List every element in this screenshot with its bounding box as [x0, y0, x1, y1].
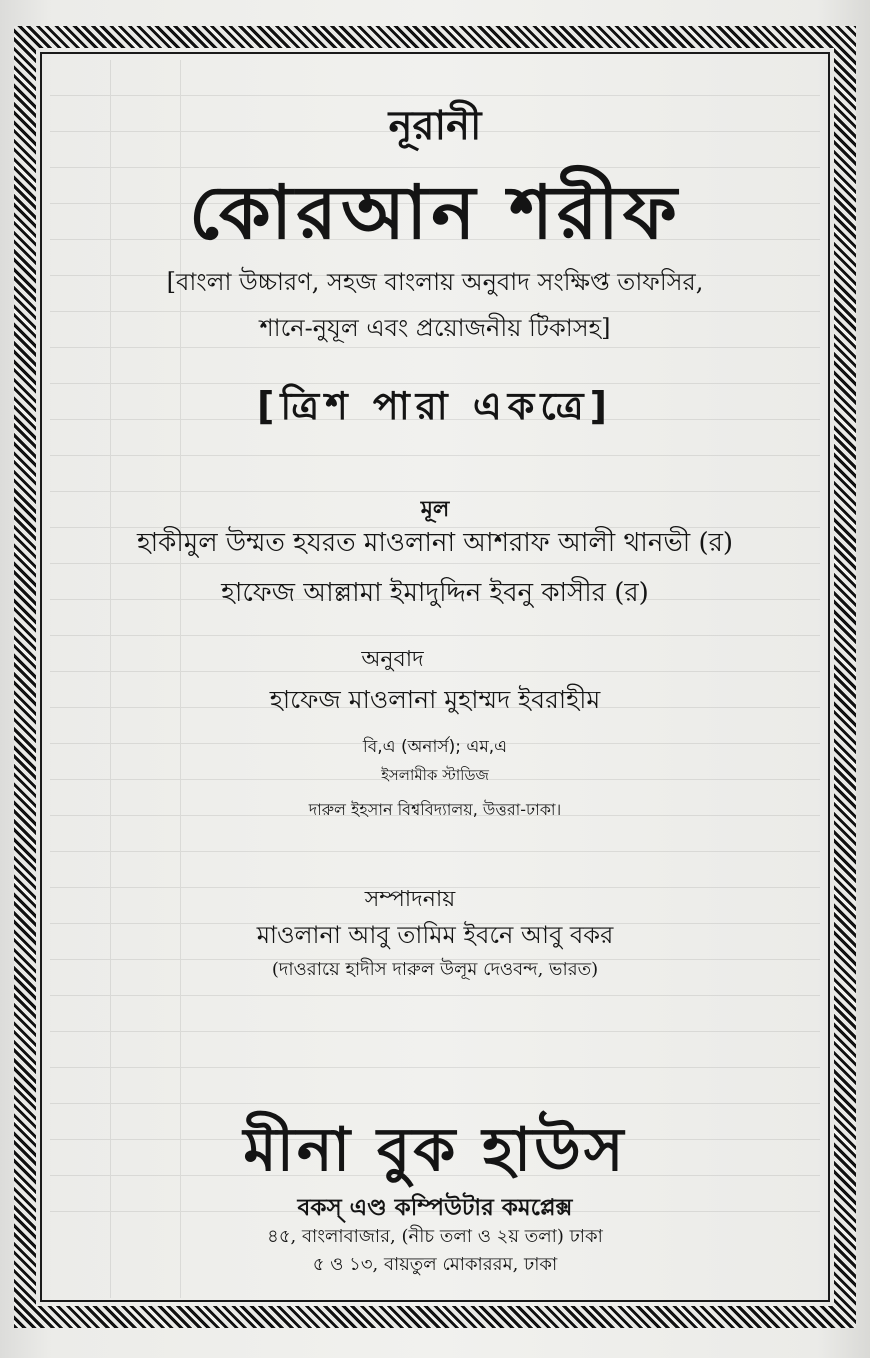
translator-name: হাফেজ মাওলানা মুহাম্মদ ইবরাহীম: [269, 685, 601, 714]
subtitle: [ত্রিশ পারা একত্রে]: [257, 384, 613, 428]
publisher-address-2: ৫ ও ১৩, বায়তুল মোকাররম, ঢাকা: [312, 1254, 558, 1275]
publisher-address-1: ৪৫, বাংলাবাজার, (নীচ তলা ও ২য় তলা) ঢাকা: [267, 1226, 603, 1247]
publisher-subtitle: বকস্ এণ্ড কম্পিউটার কমপ্লেক্স: [297, 1195, 573, 1221]
translation-heading: অনুবাদ: [361, 647, 424, 672]
main-title: কোরআন শরীফ: [189, 170, 681, 256]
top-title: নূরানী: [388, 102, 482, 149]
description-line-1: [বাংলা উচ্চারণ, সহজ বাংলায় অনুবাদ সংক্ষিপ্ত তাফসির,: [166, 268, 704, 296]
translator-university: দারুল ইহসান বিশ্ববিদ্যালয়, উত্তরা-ঢাকা।: [308, 800, 562, 819]
original-heading: মূল: [420, 496, 450, 522]
translator-study: ইসলামীক স্টাডিজ: [381, 766, 489, 784]
editor-name: মাওলানা আবু তামিম ইবনে আবু বকর: [256, 921, 614, 949]
translator-degree: বি,এ (অনার্স); এম,এ: [362, 737, 508, 757]
title-page-content: [40, 52, 830, 1302]
editor-affiliation: (দাওরায়ে হাদীস দারুল উলূম দেওবন্দ, ভারত): [271, 959, 599, 980]
author-1: হাকীমুল উম্মত হযরত মাওলানা আশরাফ আলী থানভী (র): [136, 528, 734, 558]
editing-heading: সম্পাদনায়: [364, 887, 456, 912]
publisher-name: মীনা বুক হাউস: [243, 1115, 627, 1185]
author-2: হাফেজ আল্লামা ইমাদুদ্দিন ইবনু কাসীর (র): [221, 578, 649, 608]
description-line-2: শানে-নুযূল এবং প্রয়োজনীয় টিকাসহ]: [259, 314, 611, 342]
